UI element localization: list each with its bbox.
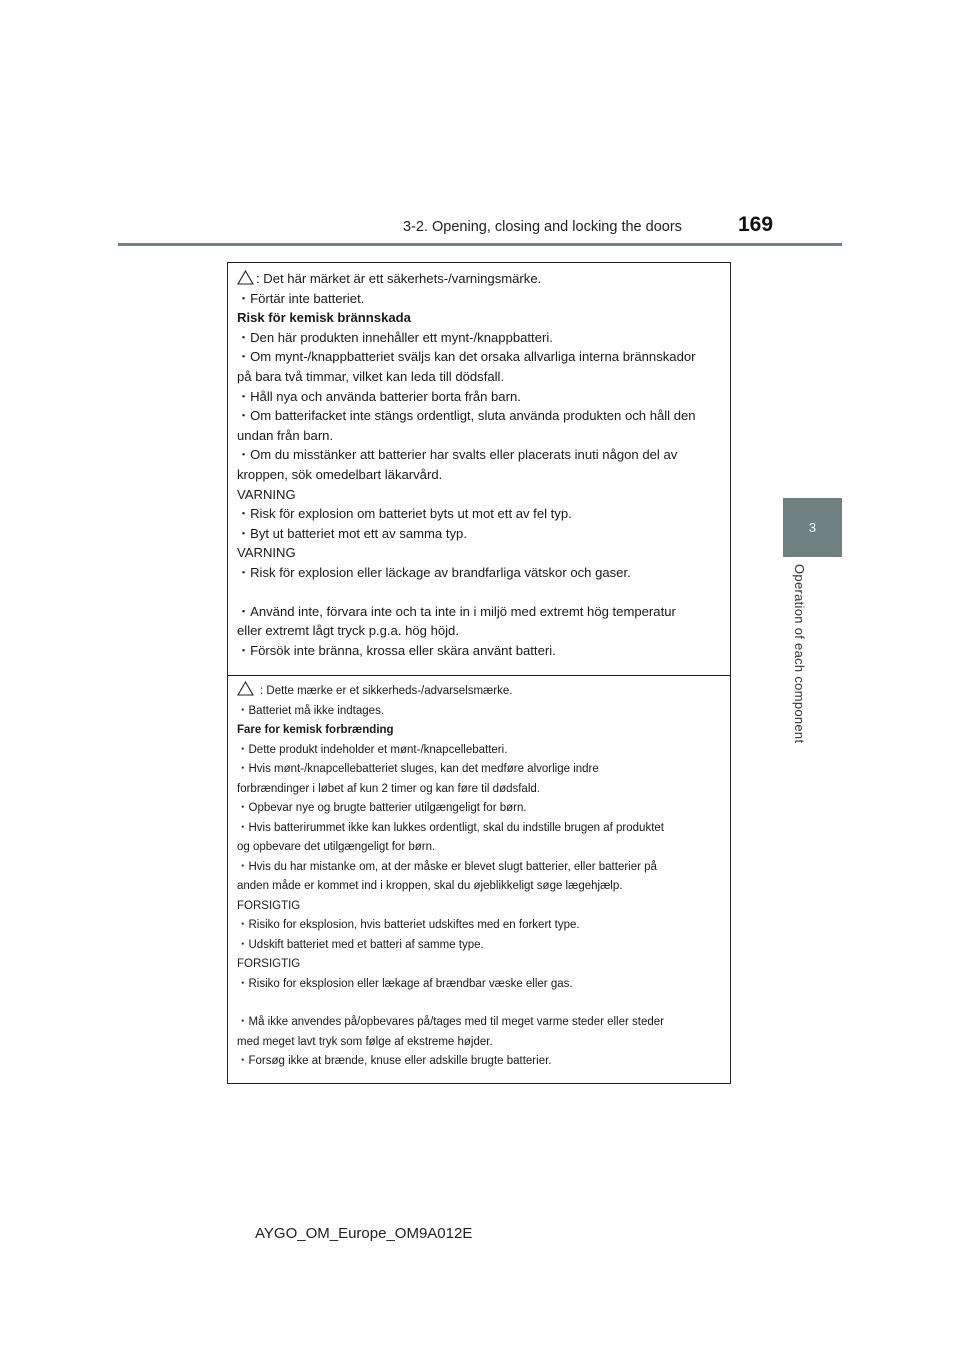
da-heading: Fare for kemisk forbrænding: [237, 724, 394, 736]
sv-heading: Risk för kemisk brännskada: [237, 310, 411, 326]
sv-line: ・Risk för explosion eller läckage av brandfarliga vätskor och gaser.: [237, 564, 631, 580]
sv-line: på bara två timmar, vilket kan leda till dödsfall.: [237, 368, 505, 384]
footer-doc-id: AYGO_OM_Europe_OM9A012E: [255, 1225, 473, 1242]
da-line: ・Dette produkt indeholder et mønt-/knapcellebatteri.: [237, 743, 508, 756]
sv-line: ・Byt ut batteriet mot ett av samma typ.: [237, 525, 467, 541]
sv-line: ・Förtär inte batteriet.: [237, 290, 365, 306]
danish-section: [228, 676, 730, 1072]
sv-warning-heading: VARNING: [237, 486, 296, 502]
da-line: ・Risiko for eksplosion eller lækage af brændbar væske eller gas.: [237, 977, 573, 990]
spacer: [237, 583, 720, 602]
da-line: ・Opbevar nye og brugte batterier utilgængeligt for børn.: [237, 802, 527, 814]
da-line: ・Hvis du har mistanke om, at der måske er blevet slugt batterier, eller batterier på: [237, 860, 657, 873]
da-line: ・Hvis mønt-/knapcellebatteriet sluges, kan det medføre alvorlige indre: [237, 763, 599, 775]
chapter-tab: [783, 498, 842, 557]
da-line: forbrændinger i løbet af kun 2 timer og kan føre til dødsfald.: [237, 782, 540, 795]
sv-line: ・Om batterifacket inte stängs ordentligt, sluta använda produkten och håll den: [237, 408, 696, 424]
chapter-number: 3: [808, 520, 817, 535]
sv-line: ・Försök inte bränna, krossa eller skära använt batteri.: [237, 642, 556, 658]
da-line: ・Forsøg ikke at brænde, knuse eller adskille brugte batterier.: [237, 1055, 552, 1067]
sv-line: ・Om du misstänker att batterier har svalts eller placerats inuti någon del av: [237, 447, 678, 463]
sv-line: undan från barn.: [237, 427, 334, 443]
da-line: ・Risiko for eksplosion, hvis batteriet udskiftes med en forkert type.: [237, 919, 580, 931]
page-header-title: 3-2. Opening, closing and locking the doors: [403, 219, 682, 235]
da-line: og opbevare det utilgængeligt for børn.: [237, 841, 436, 853]
sv-line: eller extremt lågt tryck p.g.a. hög höjd.: [237, 623, 459, 639]
spacer: [237, 994, 720, 1013]
swedish-section: [228, 263, 730, 675]
sv-line: ・Använd inte, förvara inte och ta inte in i miljö med extremt hög temperatur: [237, 603, 676, 619]
header-rule: [118, 243, 842, 246]
da-line: ・Hvis batterirummet ikke kan lukkes ordentligt, skal du indstille brugen af produktet: [237, 821, 664, 834]
da-line: anden måde er kommet ind i kroppen, skal du øjeblikkeligt søge lægehjælp.: [237, 880, 623, 892]
sv-line: ・Håll nya och använda batterier borta från barn.: [237, 388, 521, 404]
warning-triangle-icon: [237, 681, 254, 696]
da-line: ・Må ikke anvendes på/opbevares på/tages med til meget varme steder eller steder: [237, 1016, 664, 1028]
sv-line: : Det här märket är ett säkerhets-/varningsmärke.: [237, 269, 720, 289]
da-line: ・Udskift batteriet med et batteri af samme type.: [237, 938, 484, 951]
sv-line: ・Om mynt-/knappbatteriet sväljs kan det orsaka allvarliga interna brännskador: [237, 349, 696, 365]
da-line: : Dette mærke er et sikkerheds-/advarselsmærke.: [237, 681, 720, 702]
page-number: 169: [738, 213, 774, 236]
da-line: ・Batteriet må ikke indtages.: [237, 704, 385, 717]
chapter-label: Operation of each component: [792, 564, 807, 744]
sv-line: ・Den här produkten innehåller ett mynt-/knappbatteri.: [237, 329, 553, 345]
sv-warning-heading: VARNING: [237, 545, 296, 561]
da-caution-heading: FORSIGTIG: [237, 899, 301, 912]
da-caution-heading: FORSIGTIG: [237, 958, 301, 970]
warning-triangle-icon: [237, 270, 254, 285]
sv-line: ・Risk för explosion om batteriet byts ut mot ett av fel typ.: [237, 506, 572, 522]
warning-box: [227, 262, 731, 1084]
sv-line: kroppen, sök omedelbart läkarvård.: [237, 466, 443, 482]
da-line: med meget lavt tryk som følge af ekstreme højder.: [237, 1035, 493, 1048]
